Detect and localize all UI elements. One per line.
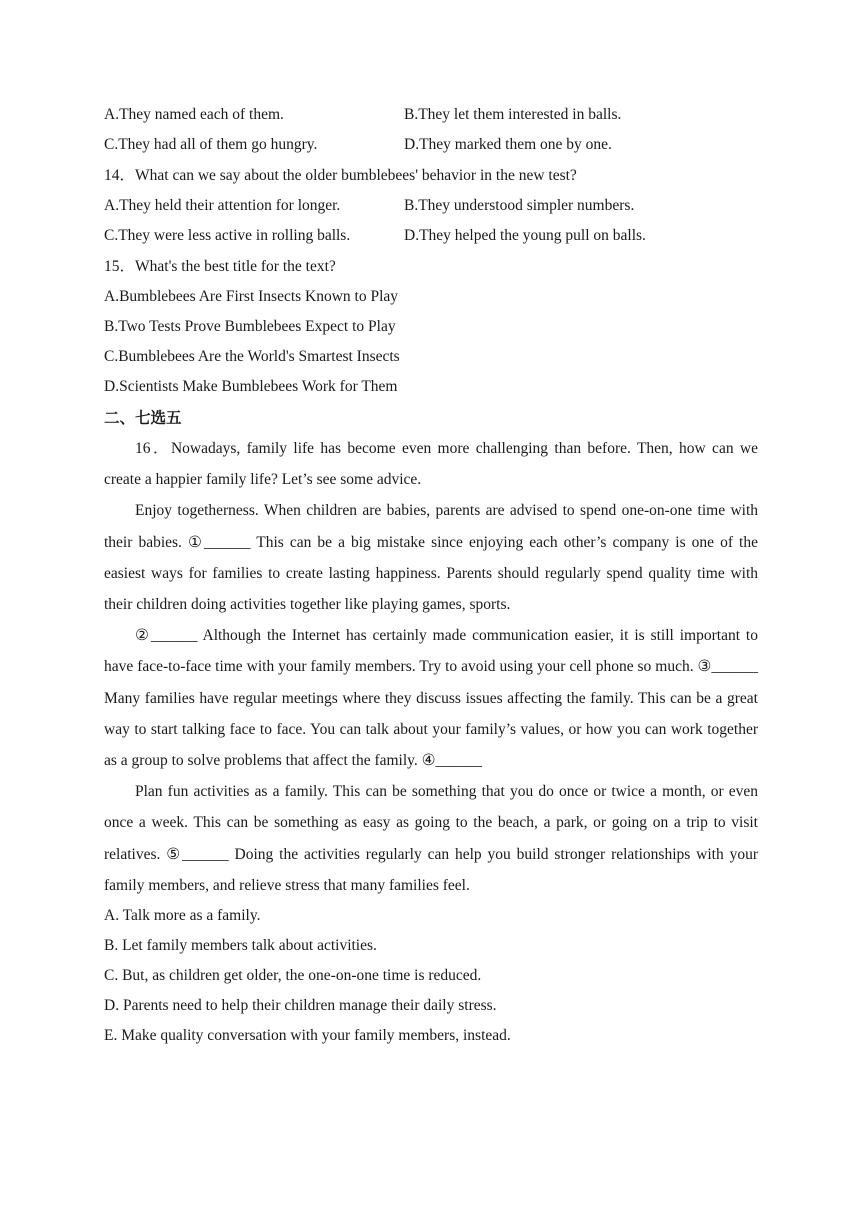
answer-option-b: B. Let family members talk about activities. <box>104 937 377 955</box>
q14-option-c: C.They were less active in rolling balls. <box>104 227 351 244</box>
q15-option-a: A.Bumblebees Are First Insects Known to Play <box>104 288 399 305</box>
passage-paragraph-3: ②______ Although the Internet has certainly made communication easier, it is still important to have face-to-face time with your family members. Try to avoid using your cell phone so much. ③______ Many families have regular meetings where they discuss issues affecting the family. This can be a great way to start talking face to face. You can talk about your family’s values, or how you can work together as a group to solve problems that affect the family. ④______ <box>104 627 758 770</box>
passage-paragraph-4: Plan fun activities as a family. This can be something that you do once or twice a month, or even once a week. This can be something as easy as going to the beach, a park, or going on a trip to visit relatives. ⑤______ Doing the activities regularly can help you build stronger relationships with your family members, and relieve stress that many families feel. <box>104 783 758 894</box>
passage-paragraph-1: 16．Nowadays, family life has become even more challenging than before. Then, how can we create a happier family life? Let’s see some advice. <box>104 440 758 489</box>
answer-option-e: E. Make quality conversation with your family members, instead. <box>104 1027 511 1045</box>
q15-option-d: D.Scientists Make Bumblebees Work for Them <box>104 378 398 395</box>
q13-option-c: C.They had all of them go hungry. <box>104 136 318 153</box>
q14-options-row-2 <box>104 221 758 251</box>
q14-option-a: A.They held their attention for longer. <box>104 197 341 214</box>
q13-option-b: B.They let them interested in balls. <box>404 106 622 123</box>
q15-option-c: C.Bumblebees Are the World's Smartest Insects <box>104 348 400 365</box>
q14-options-row-1 <box>104 191 758 221</box>
q13-options-row-2 <box>104 130 758 160</box>
q14-option-d: D.They helped the young pull on balls. <box>404 227 646 244</box>
answer-option-a: A. Talk more as a family. <box>104 907 261 925</box>
section-heading: 二、七选五 <box>104 409 182 427</box>
q13-option-d: D.They marked them one by one. <box>404 136 612 153</box>
answer-option-c: C. But, as children get older, the one-on-one time is reduced. <box>104 967 482 985</box>
answer-option-d: D. Parents need to help their children manage their daily stress. <box>104 997 497 1015</box>
q13-option-a: A.They named each of them. <box>104 106 284 123</box>
q15-option-b: B.Two Tests Prove Bumblebees Expect to Play <box>104 318 396 335</box>
q15-stem: 15．What's the best title for the text? <box>104 258 336 275</box>
page-content <box>104 100 758 1051</box>
q13-options-row-1 <box>104 100 758 130</box>
q14-option-b: B.They understood simpler numbers. <box>404 197 635 214</box>
q14-stem: 14．What can we say about the older bumblebees' behavior in the new test? <box>104 167 577 184</box>
passage-paragraph-2: Enjoy togetherness. When children are babies, parents are advised to spend one-on-one time with their babies. ①______ This can be a big mistake since enjoying each other’s company is one of the easiest ways for families to create lasting happiness. Parents should regularly spend quality time with their children doing activities together like playing games, sports. <box>104 502 758 614</box>
answer-options <box>104 901 758 1051</box>
